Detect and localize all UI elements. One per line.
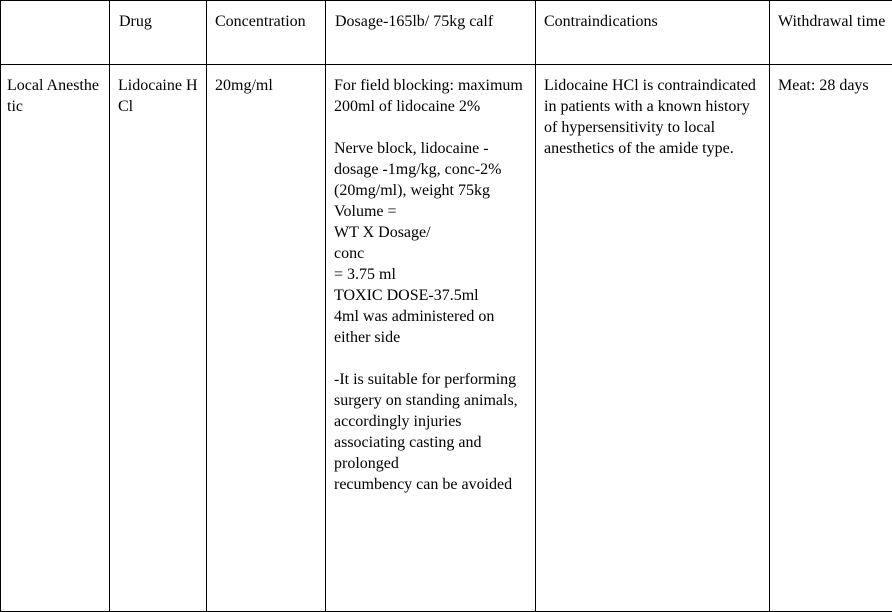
header-cell-withdrawal: Withdrawal time [770, 1, 892, 65]
row-concentration-cell: 20mg/ml [207, 65, 326, 612]
row-category-cell: Local Anesthetic [1, 65, 110, 612]
header-cell-drug: Drug [110, 1, 207, 65]
row-dosage-cell: For field blocking: maximum 200ml of lidocaine 2% Nerve block, lidocaine -dosage -1mg/kg, conc-2%(20mg/ml), weight 75kg Volume = WT X Dosage/ conc = 3.75 ml TOXIC DOSE-37.5ml 4ml was administered on either side -It is suitable for performing surgery on standing animals, accordingly injuries associating casting and prolonged recumbency can be avoided [326, 65, 536, 612]
table-row [1, 65, 892, 612]
header-cell-concentration: Concentration [207, 1, 326, 65]
header-cell-contraindications: Contraindications [536, 1, 770, 65]
table-header-row [1, 1, 892, 65]
header-cell-blank [1, 1, 110, 65]
header-cell-dosage: Dosage-165lb/ 75kg calf [326, 1, 536, 65]
row-withdrawal-cell: Meat: 28 days [770, 65, 892, 612]
row-drug-cell: Lidocaine HCl [110, 65, 207, 612]
row-contraindications-cell: Lidocaine HCl is contraindicated in patients with a known history of hypersensitivity to local anesthetics of the amide type. [536, 65, 770, 612]
